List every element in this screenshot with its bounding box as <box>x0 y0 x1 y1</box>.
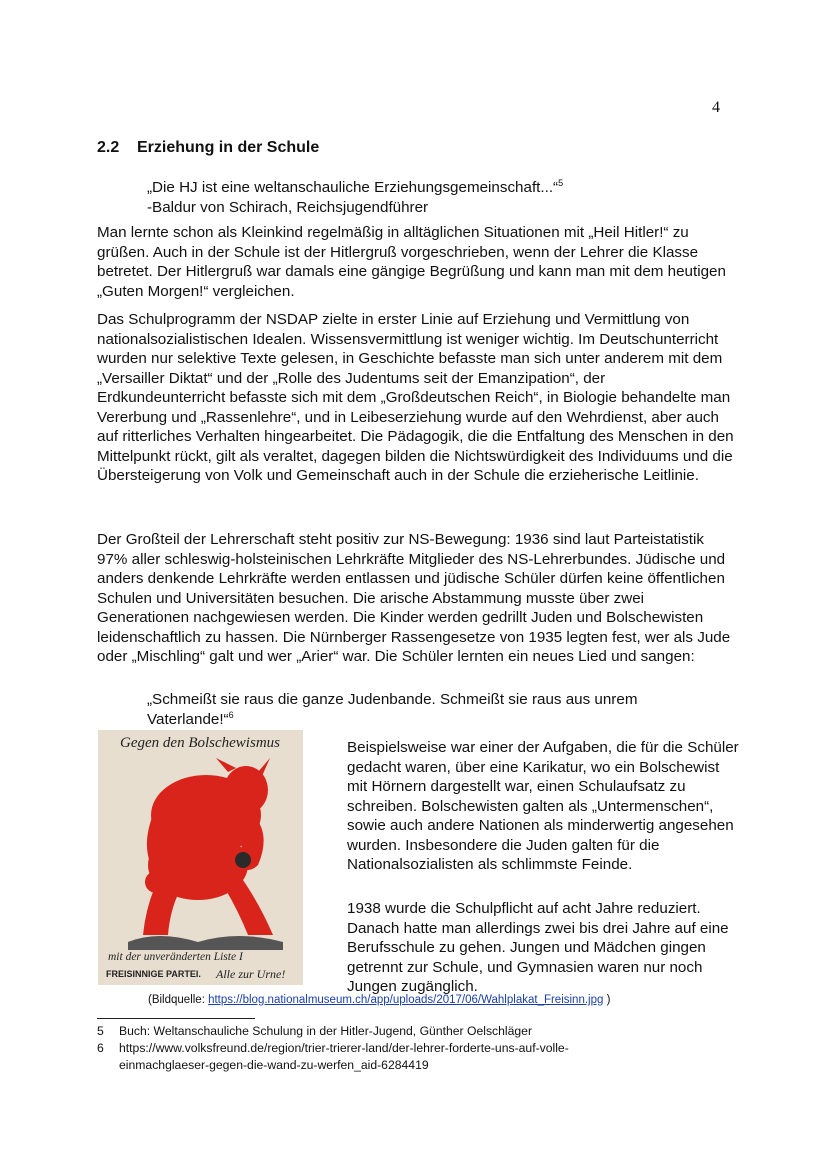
song-line-1: „Schmeißt sie raus die ganze Judenbande. Schmeißt sie raus aus unrem <box>147 691 638 708</box>
section-title: Erziehung in der Schule <box>137 139 320 156</box>
paragraph-hitlergruss: Man lernte schon als Kleinkind regelmäßig in alltäglichen Situationen mit „Heil Hitler!“ zu grüßen. Auch in der Schule ist der Hitlergruß vorgeschrieben, wenn der Lehrer die Klasse betretet. Der Hitlergruß war damals eine gängige Begrüßung und kann man mit dem heutigen „Guten Morgen!“ vergleichen. <box>97 224 726 300</box>
paragraph-lehrerschaft: Der Großteil der Lehrerschaft steht positiv zur NS-Bewegung: 1936 sind laut Parteistatistik 97% aller schleswig-holsteinischen Lehrkräfte Mitglieder des NS-Lehrerbundes. Jüdische und anders denkende Lehrkräfte werden entlassen und jüdische Schüler dürfen keine öffentlichen Schulen und Universitäten besuchen. Die arische Abstammung musste über zwei Generationen nachgewiesen werden. Die Kinder werden gedrillt Juden und Bolschewisten leidenschaftlich zu hassen. Die Nürnberger Rassengesetze von 1935 legten fest, wer als Jude oder „Mischling“ galt und wer „Arier“ war. Die Schüler lernten ein neues Lied und sangen: <box>97 531 731 665</box>
epigraph-text: „Die HJ ist eine weltanschauliche Erziehungsgemeinschaft...“ <box>147 179 559 196</box>
poster-list-text: mit der unveränderten Liste I <box>108 951 243 963</box>
footnote-text: Buch: Weltanschauliche Schulung in der Hitler-Jugend, Günther Oelschläger <box>119 1024 533 1038</box>
footnote-ref-5[interactable]: 5 <box>558 177 564 188</box>
epigraph-author: -Baldur von Schirach, Reichsjugendführer <box>147 198 429 216</box>
footnote-6 <box>97 1040 737 1074</box>
poster-top-text: Gegen den Bolschewismus <box>120 735 280 751</box>
caption-suffix: ) <box>603 994 611 1006</box>
epigraph-quote <box>147 178 563 217</box>
paragraph-karikatur: Beispielsweise war einer der Aufgaben, die für die Schüler gedacht waren, über eine Karikatur, wo ein Bolschewist mit Hörnern dargestellt war, einen Schulaufsatz zu schreiben. Bolschewisten galten als „Untermenschen“, sowie auch andere Nationen als minderwertig angesehen wurden. Insbesondere die Juden galten für die Nationalsozialisten als schlimmste Feinde. <box>347 739 739 873</box>
section-number: 2.2 <box>97 139 120 156</box>
poster-slogan-text: Alle zur Urne! <box>216 967 286 981</box>
page-number: 4 <box>712 99 720 116</box>
section-heading <box>97 139 319 157</box>
poster-party-text: FREISINNIGE PARTEI. <box>106 969 201 979</box>
footnote-divider <box>97 1018 255 1019</box>
footnote-ref-6[interactable]: 6 <box>228 709 234 720</box>
propaganda-poster-image <box>98 730 303 985</box>
image-caption <box>148 994 610 1006</box>
footnote-url[interactable]: https://www.volksfreund.de/region/trier-trierer-land/der-lehrer-forderte-uns-auf-volle- <box>119 1041 569 1055</box>
footnote-number: 6 <box>97 1041 104 1055</box>
song-line-2: Vaterlande!“ <box>147 710 229 728</box>
caption-source-link[interactable]: https://blog.nationalmuseum.ch/app/uploads/2017/06/Wahlplakat_Freisinn.jpg <box>208 994 604 1006</box>
paragraph-schulprogramm: Das Schulprogramm der NSDAP zielte in erster Linie auf Erziehung und Vermittlung von nationalsozialistischen Idealen. Wissensvermittlung ist weniger wichtig. Im Deutschunterricht wurden nur selektive Texte gelesen, in Geschichte befasste man sich unter anderem mit dem „Versailler Diktat“ und der „Rolle des Judentums seit der Emanzipation“, der Erdkundeunterricht befasste sich mit dem „Großdeutschen Reich“, in Biologie behandelte man Vererbung und „Rassenlehre“, und in Leibeserziehung wurde auf den Wehrdienst, aber auch auf ritterliches Verhalten hingearbeitet. Die Pädagogik, die die Entfaltung des Menschen in den Mittelpunkt rückt, gilt als veraltet, dagegen bilden die Nichtswürdigkeit des Individuums und die Übersteigerung von Volk und Gemeinschaft auch in der Schule die erzieherische Leitlinie. <box>97 311 734 484</box>
footnote-number: 5 <box>97 1024 104 1038</box>
footnote-5 <box>97 1023 737 1040</box>
song-quote <box>147 690 637 729</box>
footnote-url-continued[interactable]: einmachglaeser-gegen-die-wand-zu-werfen_aid-6284419 <box>119 1058 429 1072</box>
paragraph-schulpflicht: 1938 wurde die Schulpflicht auf acht Jahre reduziert. Danach hatte man allerdings zwei bis drei Jahre auf eine Berufsschule zu gehen. Jungen und Mädchen gingen getrennt zur Schule, und Gymnasien waren nur noch Jungen zugänglich. <box>347 900 729 995</box>
caption-prefix: (Bildquelle: <box>148 994 209 1006</box>
